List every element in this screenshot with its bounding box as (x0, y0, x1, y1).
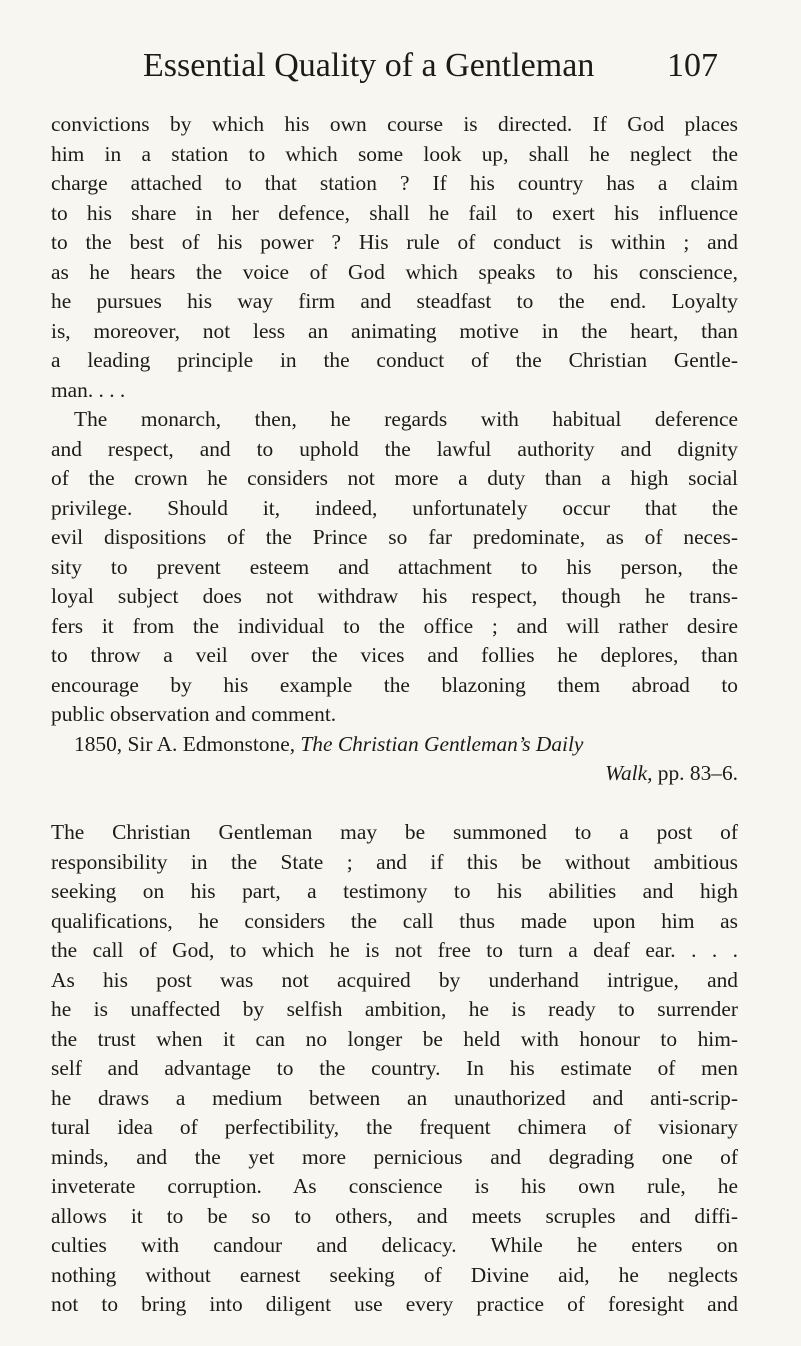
text-line: loyal subject does not withdraw his respect, though he trans- (51, 584, 738, 608)
text-line: a leading principle in the conduct of the Christian Gentle- (51, 348, 738, 372)
text-line: tural idea of perfectibility, the frequent chimera of visionary (51, 1115, 738, 1139)
text-line: seeking on his part, a testimony to his abilities and high (51, 879, 738, 903)
text-line: responsibility in the State ; and if this be without ambitious (51, 850, 738, 874)
text-line: qualifications, he considers the call thus made upon him as (51, 909, 738, 933)
text-line: The Christian Gentleman may be summoned to a post of (51, 820, 738, 844)
text-line: him in a station to which some look up, shall he neglect the (51, 142, 738, 166)
text-line: minds, and the yet more pernicious and degrading one of (51, 1145, 738, 1169)
running-header (143, 42, 718, 90)
text-line: evil dispositions of the Prince so far predominate, as of neces- (51, 525, 738, 549)
text-line: fers it from the individual to the office ; and will rather desire (51, 614, 738, 638)
text-line: privilege. Should it, indeed, unfortunately occur that the (51, 496, 738, 520)
text-line: convictions by which his own course is directed. If God places (51, 112, 738, 136)
text-line: as he hears the voice of God which speaks to his conscience, (51, 260, 738, 284)
text-line: to throw a veil over the vices and follies he deplores, than (51, 643, 738, 667)
citation-prefix: 1850, Sir A. Edmonstone, (74, 732, 301, 756)
text-line: he draws a medium between an unauthorized and anti-scrip- (51, 1086, 738, 1110)
page-number: 107 (667, 47, 718, 84)
text-line: nothing without earnest seeking of Divine aid, he neglects (51, 1263, 738, 1287)
text-line: charge attached to that station ? If his country has a claim (51, 171, 738, 195)
text-line: to the best of his power ? His rule of conduct is within ; and (51, 230, 738, 254)
citation-line-1 (74, 729, 738, 759)
page-title: Essential Quality of a Gentleman (143, 47, 595, 84)
text-line: allows it to be so to others, and meets scruples and diffi- (51, 1204, 738, 1228)
text-line: is, moreover, not less an animating motive in the heart, than (51, 319, 738, 343)
text-line: not to bring into diligent use every practice of foresight and (51, 1292, 738, 1316)
citation-pages: pp. 83–6. (652, 761, 738, 785)
text-line: public observation and comment. (51, 702, 337, 726)
text-line: he is unaffected by selfish ambition, he is ready to surrender (51, 997, 738, 1021)
text-line: he pursues his way firm and steadfast to the end. Loyalty (51, 289, 738, 313)
citation-work-title-cont: Walk, (605, 761, 653, 785)
text-line: of the crown he considers not more a duty than a high social (51, 466, 738, 490)
text-line: man. . . . (51, 378, 126, 402)
text-line: encourage by his example the blazoning them abroad to (51, 673, 738, 697)
citation-line-2 (0, 758, 738, 788)
text-line: sity to prevent esteem and attachment to his person, the (51, 555, 738, 579)
text-line: the call of God, to which he is not free to turn a deaf ear. . . . (51, 938, 738, 962)
text-line: As his post was not acquired by underhand intrigue, and (51, 968, 738, 992)
text-line: and respect, and to uphold the lawful authority and dignity (51, 437, 738, 461)
text-line: culties with candour and delicacy. While he enters on (51, 1233, 738, 1257)
text-line: inveterate corruption. As conscience is his own rule, he (51, 1174, 738, 1198)
text-line: self and advantage to the country. In his estimate of men (51, 1056, 738, 1080)
citation-work-title: The Christian Gentleman’s Daily (300, 732, 584, 756)
text-line: the trust when it can no longer be held with honour to him- (51, 1027, 738, 1051)
text-line: The monarch, then, he regards with habitual deference (74, 407, 738, 431)
text-line: to his share in her defence, shall he fail to exert his influence (51, 201, 738, 225)
